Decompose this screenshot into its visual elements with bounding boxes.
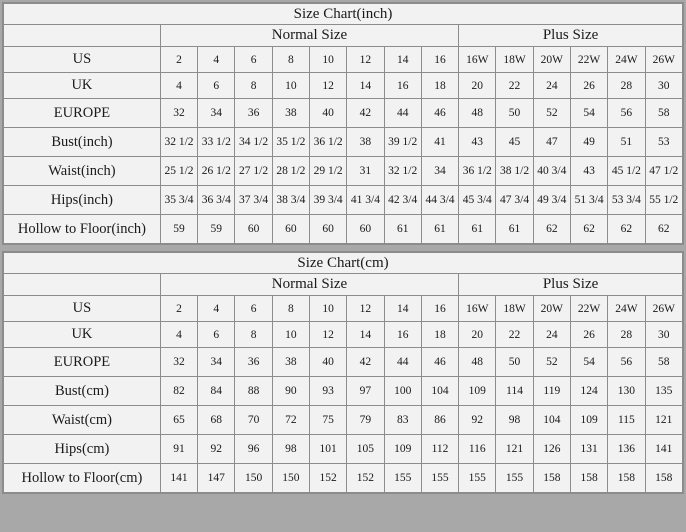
corner-cell	[4, 274, 161, 296]
table-cell: 26 1/2	[198, 157, 235, 186]
table-cell: 38 1/2	[496, 157, 533, 186]
table-row	[4, 128, 683, 157]
table-cell: 45	[496, 128, 533, 157]
table-cell: 22W	[570, 47, 607, 73]
table-row	[4, 296, 683, 322]
table-row	[4, 186, 683, 215]
chart-title-row	[4, 4, 683, 25]
table-cell: 24	[533, 322, 570, 348]
table-cell: 4	[160, 73, 197, 99]
table-cell: 14	[384, 47, 421, 73]
table-cell: 46	[421, 348, 458, 377]
table-cell: 4	[160, 322, 197, 348]
table-cell: 104	[421, 377, 458, 406]
table-cell: 44 3/4	[421, 186, 458, 215]
table-cell: 35 3/4	[160, 186, 197, 215]
table-cell: 84	[198, 377, 235, 406]
row-label: US	[4, 296, 161, 322]
table-cell: 109	[459, 377, 496, 406]
table-cell: 14	[347, 322, 384, 348]
table-cell: 26W	[645, 47, 682, 73]
table-cell: 38	[272, 348, 309, 377]
table-cell: 53	[645, 128, 682, 157]
table-cell: 22	[496, 322, 533, 348]
size-chart-inch-table	[3, 3, 683, 244]
table-cell: 4	[198, 296, 235, 322]
table-cell: 34	[198, 99, 235, 128]
table-cell: 109	[570, 406, 607, 435]
table-cell: 20	[459, 73, 496, 99]
table-cell: 34 1/2	[235, 128, 272, 157]
table-cell: 30	[645, 73, 682, 99]
table-cell: 52	[533, 348, 570, 377]
table-cell: 52	[533, 99, 570, 128]
table-cell: 51 3/4	[570, 186, 607, 215]
table-cell: 119	[533, 377, 570, 406]
row-label: Hips(cm)	[4, 435, 161, 464]
table-cell: 29 1/2	[310, 157, 347, 186]
table-cell: 82	[160, 377, 197, 406]
table-cell: 92	[459, 406, 496, 435]
table-cell: 37 3/4	[235, 186, 272, 215]
table-cell: 75	[310, 406, 347, 435]
table-cell: 54	[570, 99, 607, 128]
table-cell: 60	[310, 215, 347, 244]
table-cell: 92	[198, 435, 235, 464]
table-cell: 150	[235, 464, 272, 493]
table-row	[4, 348, 683, 377]
table-cell: 70	[235, 406, 272, 435]
table-cell: 36 1/2	[459, 157, 496, 186]
table-cell: 68	[198, 406, 235, 435]
table-cell: 91	[160, 435, 197, 464]
table-cell: 8	[235, 322, 272, 348]
table-cell: 152	[347, 464, 384, 493]
table-cell: 10	[272, 322, 309, 348]
table-cell: 20	[459, 322, 496, 348]
row-label: Waist(cm)	[4, 406, 161, 435]
table-cell: 155	[496, 464, 533, 493]
table-cell: 44	[384, 99, 421, 128]
table-cell: 40 3/4	[533, 157, 570, 186]
group-header-normal: Normal Size	[160, 25, 458, 47]
table-cell: 121	[645, 406, 682, 435]
chart-group-row	[4, 25, 683, 47]
table-cell: 62	[570, 215, 607, 244]
table-cell: 155	[421, 464, 458, 493]
size-chart-inch	[2, 2, 684, 245]
table-cell: 61	[459, 215, 496, 244]
table-cell: 62	[645, 215, 682, 244]
table-cell: 16	[421, 296, 458, 322]
table-cell: 59	[198, 215, 235, 244]
table-cell: 12	[310, 73, 347, 99]
table-cell: 42 3/4	[384, 186, 421, 215]
table-cell: 49	[570, 128, 607, 157]
table-cell: 8	[272, 296, 309, 322]
table-cell: 16W	[459, 296, 496, 322]
table-cell: 35 1/2	[272, 128, 309, 157]
table-cell: 59	[160, 215, 197, 244]
table-cell: 158	[608, 464, 645, 493]
table-cell: 10	[272, 73, 309, 99]
row-label: UK	[4, 322, 161, 348]
table-cell: 22	[496, 73, 533, 99]
table-cell: 65	[160, 406, 197, 435]
table-cell: 56	[608, 99, 645, 128]
table-cell: 42	[347, 99, 384, 128]
table-cell: 56	[608, 348, 645, 377]
table-cell: 18W	[496, 47, 533, 73]
table-cell: 36	[235, 348, 272, 377]
table-cell: 93	[310, 377, 347, 406]
row-label: Hollow to Floor(inch)	[4, 215, 161, 244]
table-cell: 60	[347, 215, 384, 244]
table-cell: 112	[421, 435, 458, 464]
table-cell: 40	[310, 348, 347, 377]
table-cell: 26W	[645, 296, 682, 322]
table-cell: 30	[645, 322, 682, 348]
table-cell: 20W	[533, 47, 570, 73]
table-cell: 43	[570, 157, 607, 186]
table-cell: 24W	[608, 47, 645, 73]
table-cell: 12	[347, 296, 384, 322]
table-cell: 96	[235, 435, 272, 464]
table-row	[4, 215, 683, 244]
row-label: Bust(inch)	[4, 128, 161, 157]
table-cell: 39 1/2	[384, 128, 421, 157]
table-cell: 98	[496, 406, 533, 435]
table-cell: 12	[347, 47, 384, 73]
table-cell: 158	[570, 464, 607, 493]
table-cell: 31	[347, 157, 384, 186]
table-cell: 101	[310, 435, 347, 464]
table-cell: 14	[384, 296, 421, 322]
table-row	[4, 47, 683, 73]
table-cell: 8	[235, 73, 272, 99]
table-row	[4, 464, 683, 493]
row-label: EUROPE	[4, 348, 161, 377]
table-cell: 88	[235, 377, 272, 406]
table-cell: 38	[272, 99, 309, 128]
table-cell: 50	[496, 99, 533, 128]
table-cell: 58	[645, 348, 682, 377]
table-cell: 10	[310, 296, 347, 322]
table-cell: 32	[160, 348, 197, 377]
corner-cell	[4, 25, 161, 47]
table-cell: 83	[384, 406, 421, 435]
table-cell: 124	[570, 377, 607, 406]
table-row	[4, 435, 683, 464]
table-cell: 28	[608, 73, 645, 99]
table-cell: 6	[198, 73, 235, 99]
table-cell: 131	[570, 435, 607, 464]
table-cell: 45 3/4	[459, 186, 496, 215]
chart-title-row	[4, 253, 683, 274]
table-cell: 98	[272, 435, 309, 464]
group-header-plus: Plus Size	[459, 25, 683, 47]
table-cell: 38	[347, 128, 384, 157]
table-cell: 6	[235, 47, 272, 73]
table-cell: 61	[384, 215, 421, 244]
table-cell: 50	[496, 348, 533, 377]
table-cell: 16W	[459, 47, 496, 73]
table-cell: 16	[421, 47, 458, 73]
table-cell: 33 1/2	[198, 128, 235, 157]
page-title: Size Chart(cm)	[4, 253, 683, 274]
table-cell: 58	[645, 99, 682, 128]
table-cell: 114	[496, 377, 533, 406]
table-cell: 42	[347, 348, 384, 377]
table-cell: 16	[384, 73, 421, 99]
table-cell: 43	[459, 128, 496, 157]
table-cell: 45 1/2	[608, 157, 645, 186]
row-label: Hips(inch)	[4, 186, 161, 215]
table-cell: 6	[235, 296, 272, 322]
table-cell: 60	[235, 215, 272, 244]
table-cell: 109	[384, 435, 421, 464]
table-cell: 2	[160, 296, 197, 322]
group-header-plus: Plus Size	[459, 274, 683, 296]
table-row	[4, 73, 683, 99]
table-cell: 4	[198, 47, 235, 73]
table-cell: 28	[608, 322, 645, 348]
table-cell: 40	[310, 99, 347, 128]
table-cell: 39 3/4	[310, 186, 347, 215]
table-cell: 47 3/4	[496, 186, 533, 215]
table-cell: 61	[421, 215, 458, 244]
table-cell: 18W	[496, 296, 533, 322]
row-label: UK	[4, 73, 161, 99]
table-cell: 116	[459, 435, 496, 464]
table-cell: 2	[160, 47, 197, 73]
table-cell: 86	[421, 406, 458, 435]
row-label: Hollow to Floor(cm)	[4, 464, 161, 493]
table-cell: 36	[235, 99, 272, 128]
table-cell: 18	[421, 73, 458, 99]
table-cell: 41 3/4	[347, 186, 384, 215]
table-row	[4, 99, 683, 128]
table-cell: 6	[198, 322, 235, 348]
table-cell: 104	[533, 406, 570, 435]
table-cell: 90	[272, 377, 309, 406]
table-cell: 26	[570, 322, 607, 348]
table-cell: 136	[608, 435, 645, 464]
table-row	[4, 322, 683, 348]
table-cell: 100	[384, 377, 421, 406]
table-cell: 62	[533, 215, 570, 244]
table-cell: 32	[160, 99, 197, 128]
table-cell: 41	[421, 128, 458, 157]
table-cell: 141	[160, 464, 197, 493]
table-row	[4, 157, 683, 186]
table-cell: 34	[198, 348, 235, 377]
table-cell: 105	[347, 435, 384, 464]
table-cell: 115	[608, 406, 645, 435]
table-cell: 47	[533, 128, 570, 157]
row-label: US	[4, 47, 161, 73]
table-cell: 18	[421, 322, 458, 348]
table-cell: 121	[496, 435, 533, 464]
table-cell: 22W	[570, 296, 607, 322]
table-cell: 36 1/2	[310, 128, 347, 157]
table-cell: 62	[608, 215, 645, 244]
table-cell: 49 3/4	[533, 186, 570, 215]
row-label: Waist(inch)	[4, 157, 161, 186]
group-header-normal: Normal Size	[160, 274, 458, 296]
table-cell: 130	[608, 377, 645, 406]
table-cell: 51	[608, 128, 645, 157]
table-cell: 10	[310, 47, 347, 73]
table-cell: 44	[384, 348, 421, 377]
table-cell: 55 1/2	[645, 186, 682, 215]
table-cell: 155	[384, 464, 421, 493]
table-cell: 158	[533, 464, 570, 493]
table-cell: 61	[496, 215, 533, 244]
table-cell: 32 1/2	[160, 128, 197, 157]
table-cell: 158	[645, 464, 682, 493]
table-row	[4, 406, 683, 435]
table-cell: 135	[645, 377, 682, 406]
table-cell: 27 1/2	[235, 157, 272, 186]
table-cell: 126	[533, 435, 570, 464]
table-row	[4, 377, 683, 406]
table-cell: 79	[347, 406, 384, 435]
table-cell: 48	[459, 99, 496, 128]
table-cell: 152	[310, 464, 347, 493]
table-cell: 24	[533, 73, 570, 99]
table-cell: 38 3/4	[272, 186, 309, 215]
table-cell: 34	[421, 157, 458, 186]
table-cell: 20W	[533, 296, 570, 322]
row-label: EUROPE	[4, 99, 161, 128]
table-cell: 147	[198, 464, 235, 493]
table-cell: 150	[272, 464, 309, 493]
table-cell: 16	[384, 322, 421, 348]
table-cell: 36 3/4	[198, 186, 235, 215]
row-label: Bust(cm)	[4, 377, 161, 406]
table-cell: 26	[570, 73, 607, 99]
table-cell: 28 1/2	[272, 157, 309, 186]
table-cell: 97	[347, 377, 384, 406]
table-cell: 14	[347, 73, 384, 99]
page-title: Size Chart(inch)	[4, 4, 683, 25]
table-cell: 12	[310, 322, 347, 348]
table-cell: 48	[459, 348, 496, 377]
table-cell: 24W	[608, 296, 645, 322]
table-cell: 54	[570, 348, 607, 377]
table-cell: 141	[645, 435, 682, 464]
chart-group-row	[4, 274, 683, 296]
table-cell: 32 1/2	[384, 157, 421, 186]
table-cell: 25 1/2	[160, 157, 197, 186]
table-cell: 72	[272, 406, 309, 435]
table-cell: 8	[272, 47, 309, 73]
table-cell: 53 3/4	[608, 186, 645, 215]
table-cell: 60	[272, 215, 309, 244]
table-cell: 155	[459, 464, 496, 493]
table-cell: 47 1/2	[645, 157, 682, 186]
table-cell: 46	[421, 99, 458, 128]
size-chart-cm-table	[3, 252, 683, 493]
size-chart-cm	[2, 251, 684, 494]
